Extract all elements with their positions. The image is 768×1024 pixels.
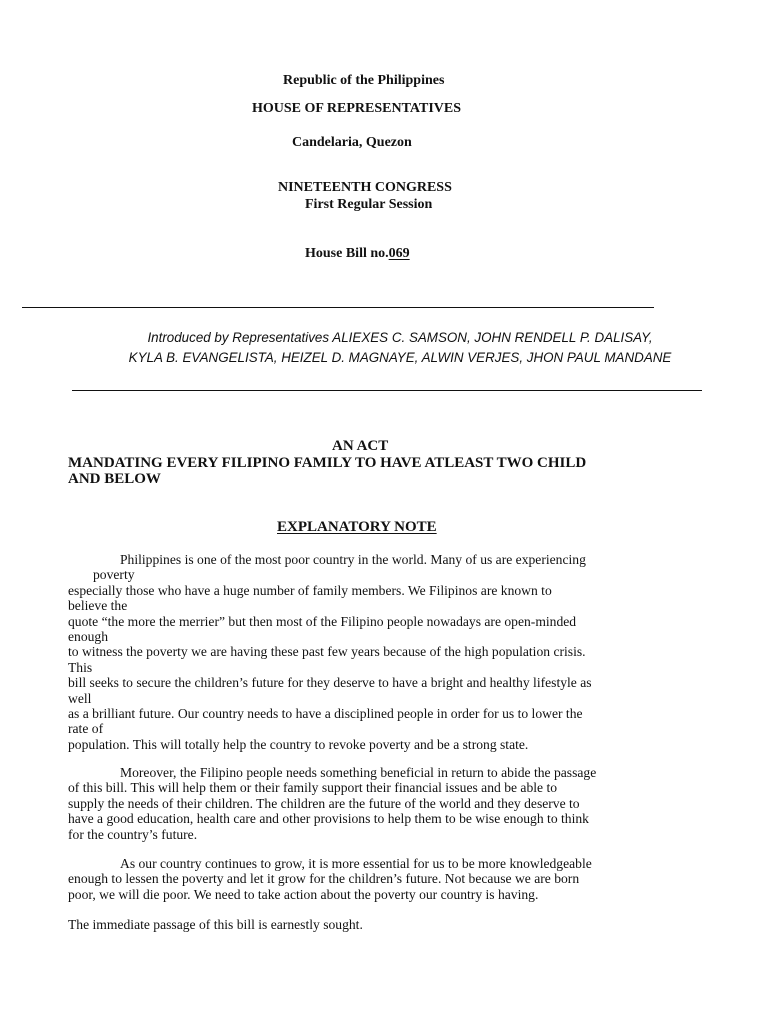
paragraph-line: This — [68, 659, 93, 675]
introduction — [60, 328, 740, 368]
divider-top — [22, 307, 654, 308]
explanatory-note-heading: EXPLANATORY NOTE — [277, 519, 437, 535]
paragraph-line: quote “the more the merrier” but then most of the Filipino people nowadays are open-minded — [68, 613, 577, 629]
header-session: First Regular Session — [305, 197, 433, 212]
paragraph-line: Philippines is one of the most poor country in the world. Many of us are experiencing — [120, 552, 586, 567]
introduction-line: Introduced by Representatives ALIEXES C. SAMSON, JOHN RENDELL P. DALISAY, — [147, 330, 653, 345]
paragraph-line: rate of — [68, 721, 104, 737]
paragraph-line: to witness the poverty we are having these past few years because of the high population crisis. — [68, 644, 586, 660]
header-house: HOUSE OF REPRESENTATIVES — [252, 101, 462, 116]
paragraph-3 — [68, 856, 708, 902]
paragraph-line: believe the — [68, 598, 128, 614]
closing-statement — [68, 917, 708, 932]
act-title-line: AND BELOW — [68, 471, 161, 487]
paragraph-line: for the country’s future. — [68, 826, 198, 842]
paragraph-line: especially those who have a huge number of family members. We Filipinos are known to — [68, 582, 552, 598]
bill-label: House Bill no. — [305, 246, 389, 261]
paragraph-line: enough — [68, 629, 109, 645]
bill-number-line — [305, 246, 410, 262]
paragraph-line: supply the needs of their children. The children are the future of the world and they deserve to — [68, 795, 580, 811]
paragraph-line: poverty — [93, 567, 135, 583]
paragraph-line: well — [68, 690, 92, 706]
paragraph-line: enough to lessen the poverty and let it grow for the children’s future. Not because we are born — [68, 871, 580, 887]
introduction-line: KYLA B. EVANGELISTA, HEIZEL D. MAGNAYE, ALWIN VERJES, JHON PAUL MANDANE — [128, 350, 672, 365]
paragraph-line: As our country continues to grow, it is more essential for us to be more knowledgeable — [120, 856, 592, 871]
header-location: Candelaria, Quezon — [292, 135, 412, 150]
paragraph-2 — [68, 765, 708, 842]
paragraph-line: bill seeks to secure the children’s future for they deserve to have a bright and healthy lifestyle as — [68, 675, 592, 691]
act-title-line: MANDATING EVERY FILIPINO FAMILY TO HAVE ATLEAST TWO CHILD — [68, 455, 587, 471]
paragraph-line: have a good education, health care and other provisions to help them to be wise enough to think — [68, 811, 589, 827]
divider-bottom — [72, 390, 702, 391]
paragraph-line: as a brilliant future. Our country needs to have a disciplined people in order for us to lower the — [68, 706, 583, 722]
paragraph-1 — [68, 552, 708, 752]
bill-number: 069 — [388, 246, 410, 261]
paragraph-line: Moreover, the Filipino people needs something beneficial in return to abide the passage — [120, 765, 597, 780]
header-congress: NINETEENTH CONGRESS — [278, 180, 452, 195]
header-country: Republic of the Philippines — [283, 73, 445, 88]
paragraph-line: population. This will totally help the country to revoke poverty and be a strong state. — [68, 736, 529, 752]
paragraph-line: The immediate passage of this bill is earnestly sought. — [68, 917, 363, 932]
paragraph-line: poor, we will die poor. We need to take action about the poverty our country is having. — [68, 886, 539, 902]
act-heading: AN ACT — [332, 438, 389, 454]
paragraph-line: of this bill. This will help them or their family support their financial issues and be able to — [68, 780, 558, 796]
